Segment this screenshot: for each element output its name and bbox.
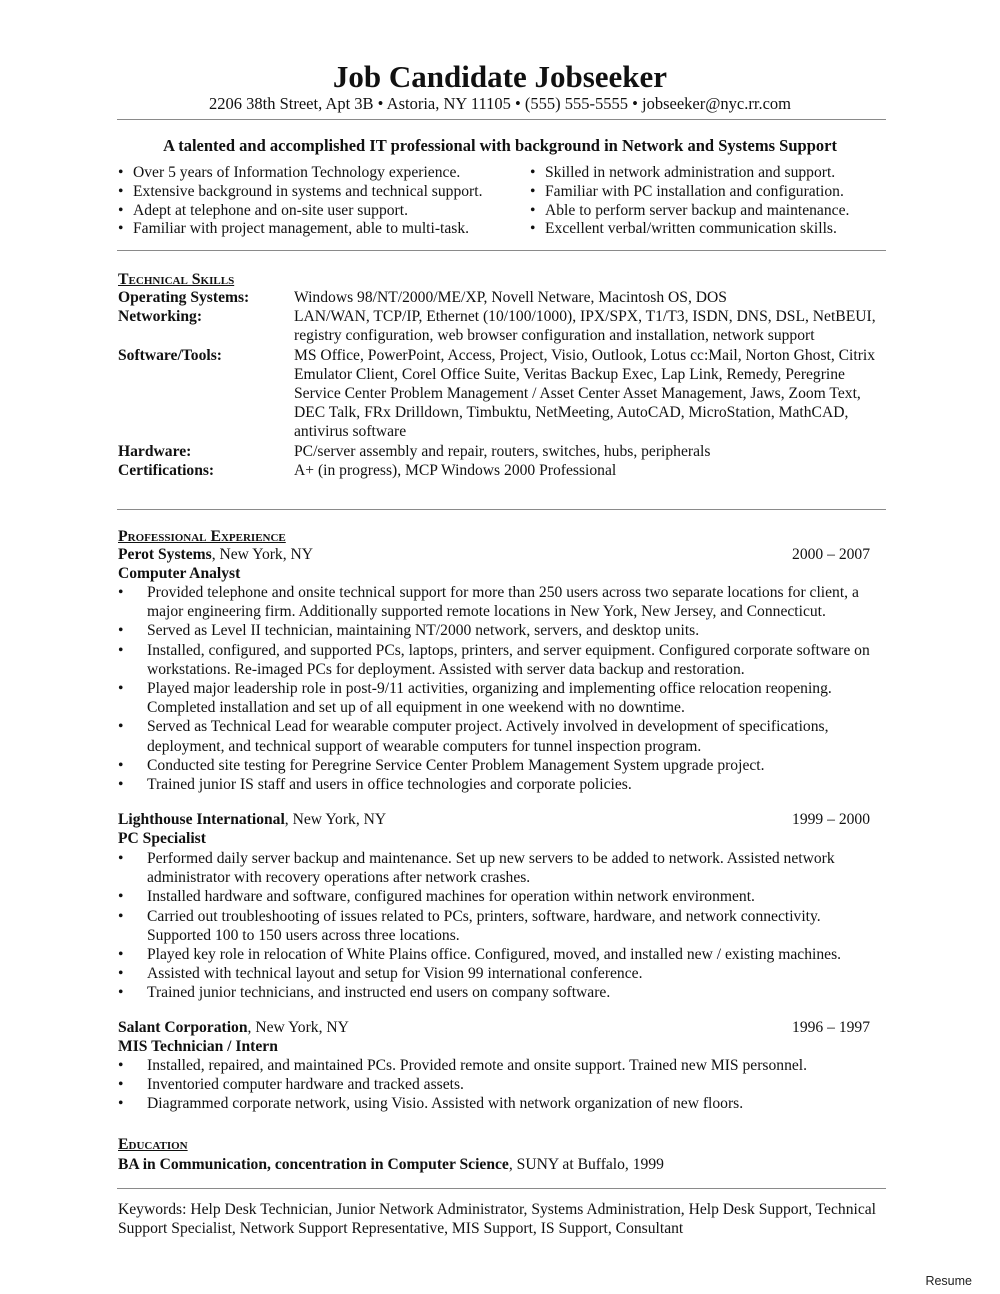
skill-value: Windows 98/NT/2000/ME/XP, Novell Netware, Macintosh OS, DOS xyxy=(294,289,727,306)
school: , SUNY at Buffalo, 1999 xyxy=(508,1156,664,1173)
job-title: Computer Analyst xyxy=(118,565,241,582)
summary-item: • Excellent verbal/written communication skills. xyxy=(530,220,837,238)
job-title: PC Specialist xyxy=(118,830,206,847)
contact-line: 2206 38th Street, Apt 3B • Astoria, NY 11105 • (555) 555-5555 • jobseeker@nyc.rr.com xyxy=(209,94,791,113)
skill-label: Operating Systems: xyxy=(118,289,250,306)
skills-divider xyxy=(117,509,886,510)
summary-item: • Extensive background in systems and technical support. xyxy=(118,182,483,200)
list-item: • Assisted with technical layout and setup for Vision 99 international conference. xyxy=(118,965,643,983)
list-item: • Trained junior technicians, and instructed end users on company software. xyxy=(118,984,611,1002)
skill-label: Networking: xyxy=(118,308,203,326)
degree: BA in Communication, concentration in Computer Science xyxy=(118,1156,509,1173)
job-employer: Salant Corporation, New York, NY xyxy=(118,1019,349,1036)
summary-item: • Skilled in network administration and support. xyxy=(530,164,836,181)
job-header xyxy=(118,810,870,848)
summary-headline: A talented and accomplished IT professional with background in Network and Systems Support xyxy=(163,136,837,155)
summary-divider xyxy=(117,250,886,251)
summary-item: • Over 5 years of Information Technology experience. xyxy=(118,164,461,181)
job-duties-list xyxy=(118,583,888,794)
header-divider xyxy=(117,119,886,120)
summary-left-column xyxy=(118,164,482,239)
job-employer: Perot Systems, New York, NY xyxy=(118,546,314,563)
skill-value: LAN/WAN, TCP/IP, Ethernet (10/100/1000), IPX/SPX, T1/T3, ISDN, DNS, DSL, NetBEUI, registry configuration, web browser configuration and installation, network support xyxy=(294,308,876,345)
list-item: • Performed daily server backup and maintenance. Set up new servers to be added to network. Assisted network administrator with recovery operations after network crashes. xyxy=(118,850,835,887)
skill-row xyxy=(118,288,898,307)
skill-row xyxy=(118,346,898,442)
skill-row xyxy=(118,461,898,480)
skill-row xyxy=(118,307,898,345)
footer-label: Resume xyxy=(925,1274,972,1288)
summary-item: • Familiar with PC installation and configuration. xyxy=(530,182,844,200)
skill-label: Certifications: xyxy=(118,461,215,479)
skill-value: PC/server assembly and repair, routers, switches, hubs, peripherals xyxy=(294,442,711,460)
list-item: • Carried out troubleshooting of issues related to PCs, printers, software, hardware, and network connectivity. Supported 100 to 150 users across three locations. xyxy=(118,907,821,944)
list-item: • Installed hardware and software, configured machines for operation within network environment. xyxy=(118,888,755,906)
skill-label: Hardware: xyxy=(118,442,192,460)
summary-right-column xyxy=(530,164,849,239)
list-item: • Served as Level II technician, maintaining NT/2000 network, servers, and desktop units. xyxy=(118,622,700,640)
experience-heading: Professional Experience xyxy=(118,528,286,545)
list-item: • Provided telephone and onsite technical support for more than 250 users across two separate locations for client, a major engineering firm. Additionally supported remote locations in New York, New Jersey, and Connecticut. xyxy=(118,584,859,621)
list-item: • Inventoried computer hardware and tracked assets. xyxy=(118,1076,464,1094)
job-dates: 2000 – 2007 xyxy=(792,546,870,563)
list-item: • Served as Technical Lead for wearable computer project. Actively involved in development of specifications, deployment, and technical support of wearable computers for tunnel inspection program. xyxy=(118,718,829,755)
candidate-name: Job Candidate Jobseeker xyxy=(332,59,668,94)
job-header xyxy=(118,545,870,583)
list-item: • Trained junior IS staff and users in office technologies and corporate policies. xyxy=(118,776,632,794)
education-entry xyxy=(118,1155,664,1174)
summary-item: • Adept at telephone and on-site user support. xyxy=(118,201,408,219)
list-item: • Played key role in relocation of White Plains office. Configured, moved, and installed new / existing machines. xyxy=(118,946,842,964)
job-employer: Lighthouse International, New York, NY xyxy=(118,811,387,828)
education-divider xyxy=(117,1188,886,1189)
job-dates: 1999 – 2000 xyxy=(792,811,870,828)
keywords-line: Keywords: Help Desk Technician, Junior Network Administrator, Systems Administration, Help Desk Support, Technical Support Specialist, Network Support Representative, MIS Support, IS Support, Consultant xyxy=(118,1201,877,1238)
list-item: • Installed, repaired, and maintained PCs. Provided remote and onsite support. Trained new MIS personnel. xyxy=(118,1057,808,1074)
job-title: MIS Technician / Intern xyxy=(118,1038,278,1055)
skill-value: A+ (in progress), MCP Windows 2000 Professional xyxy=(294,461,617,479)
list-item: • Installed, configured, and supported PCs, laptops, printers, and server equipment. Configured corporate software on workstations. Re-imaged PCs for deployment. Assisted with server data backup and restoration. xyxy=(118,641,870,678)
list-item: • Diagrammed corporate network, using Visio. Assisted with network organization of new floors. xyxy=(118,1095,744,1113)
list-item: • Played major leadership role in post-9/11 activities, organizing and implementing office relocation reopening. Completed installation and set up of all equipment in one weekend with no downtime. xyxy=(118,680,832,717)
list-item: • Conducted site testing for Peregrine Service Center Problem Management System upgrade project. xyxy=(118,756,765,774)
summary-item: • Familiar with project management, able to multi-task. xyxy=(118,220,470,238)
skill-value: MS Office, PowerPoint, Access, Project, Visio, Outlook, Lotus cc:Mail, Norton Ghost, Citrix Emulator Client, Corel Office Suite, Veritas Backup Exec, Lap Link, Remedy, Peregrine Service Center Problem Management / Asset Center Asset Management, Jaws, Zoom Text, DEC Talk, FRx Drilldown, Timbuktu, NetMeeting, AutoCAD, MicroStation, MathCAD, antivirus software xyxy=(294,346,876,441)
job-duties-list xyxy=(118,849,888,1003)
job-header xyxy=(118,1018,870,1056)
job-duties-list xyxy=(118,1056,888,1114)
skill-row xyxy=(118,442,898,461)
technical-skills-table xyxy=(118,288,898,480)
skill-label: Software/Tools: xyxy=(118,346,222,364)
summary-item: • Able to perform server backup and maintenance. xyxy=(530,201,850,219)
education-heading: Education xyxy=(118,1136,188,1153)
technical-skills-heading: Technical Skills xyxy=(118,271,235,288)
job-dates: 1996 – 1997 xyxy=(792,1019,870,1036)
